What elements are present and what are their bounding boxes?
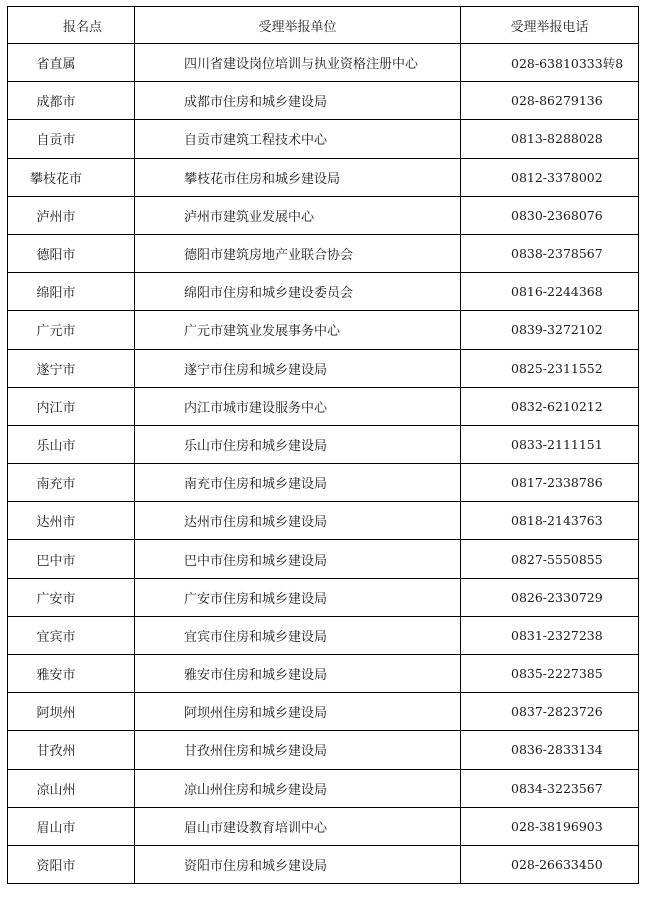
cell-registration-point: 内江市 <box>8 387 135 425</box>
table-row <box>8 845 639 883</box>
cell-accepting-unit: 雅安市住房和城乡建设局 <box>135 655 461 693</box>
cell-report-phone: 0827-5550855 <box>461 540 639 578</box>
table-row <box>8 616 639 654</box>
cell-report-phone: 028-26633450 <box>461 845 639 883</box>
table-body <box>8 44 639 884</box>
cell-accepting-unit: 凉山州住房和城乡建设局 <box>135 769 461 807</box>
cell-accepting-unit: 攀枝花市住房和城乡建设局 <box>135 158 461 196</box>
cell-accepting-unit: 眉山市建设教育培训中心 <box>135 807 461 845</box>
cell-report-phone: 0813-8288028 <box>461 120 639 158</box>
table-row <box>8 196 639 234</box>
cell-registration-point: 自贡市 <box>8 120 135 158</box>
header-report-phone: 受理举报电话 <box>461 7 639 44</box>
cell-report-phone: 0817-2338786 <box>461 464 639 502</box>
table-row <box>8 349 639 387</box>
cell-registration-point: 达州市 <box>8 502 135 540</box>
table-row <box>8 425 639 463</box>
table-row <box>8 578 639 616</box>
header-registration-point: 报名点 <box>8 7 135 44</box>
table-row <box>8 120 639 158</box>
table-row <box>8 502 639 540</box>
report-contacts-table-container <box>7 6 638 884</box>
cell-registration-point: 南充市 <box>8 464 135 502</box>
cell-registration-point: 资阳市 <box>8 845 135 883</box>
table-row <box>8 769 639 807</box>
cell-report-phone: 0834-3223567 <box>461 769 639 807</box>
cell-report-phone: 0812-3378002 <box>461 158 639 196</box>
cell-registration-point: 宜宾市 <box>8 616 135 654</box>
cell-report-phone: 0835-2227385 <box>461 655 639 693</box>
cell-accepting-unit: 乐山市住房和城乡建设局 <box>135 425 461 463</box>
cell-registration-point: 绵阳市 <box>8 273 135 311</box>
cell-report-phone: 028-38196903 <box>461 807 639 845</box>
cell-accepting-unit: 内江市城市建设服务中心 <box>135 387 461 425</box>
cell-accepting-unit: 四川省建设岗位培训与执业资格注册中心 <box>135 44 461 82</box>
cell-registration-point: 泸州市 <box>8 196 135 234</box>
cell-registration-point: 甘孜州 <box>8 731 135 769</box>
cell-accepting-unit: 自贡市建筑工程技术中心 <box>135 120 461 158</box>
cell-report-phone: 0825-2311552 <box>461 349 639 387</box>
cell-registration-point: 攀枝花市 <box>8 158 135 196</box>
table-row <box>8 44 639 82</box>
table-row <box>8 234 639 272</box>
table-row <box>8 807 639 845</box>
cell-accepting-unit: 巴中市住房和城乡建设局 <box>135 540 461 578</box>
cell-accepting-unit: 绵阳市住房和城乡建设委员会 <box>135 273 461 311</box>
cell-accepting-unit: 南充市住房和城乡建设局 <box>135 464 461 502</box>
table-row <box>8 82 639 120</box>
cell-report-phone: 028-63810333转8 <box>461 44 639 82</box>
table-row <box>8 158 639 196</box>
cell-registration-point: 广安市 <box>8 578 135 616</box>
table-row <box>8 387 639 425</box>
cell-report-phone: 0833-2111151 <box>461 425 639 463</box>
cell-report-phone: 0832-6210212 <box>461 387 639 425</box>
cell-registration-point: 阿坝州 <box>8 693 135 731</box>
cell-registration-point: 眉山市 <box>8 807 135 845</box>
cell-registration-point: 德阳市 <box>8 234 135 272</box>
cell-accepting-unit: 成都市住房和城乡建设局 <box>135 82 461 120</box>
cell-report-phone: 028-86279136 <box>461 82 639 120</box>
cell-registration-point: 成都市 <box>8 82 135 120</box>
cell-accepting-unit: 德阳市建筑房地产业联合协会 <box>135 234 461 272</box>
cell-accepting-unit: 阿坝州住房和城乡建设局 <box>135 693 461 731</box>
cell-report-phone: 0839-3272102 <box>461 311 639 349</box>
cell-report-phone: 0830-2368076 <box>461 196 639 234</box>
table-row <box>8 311 639 349</box>
cell-accepting-unit: 泸州市建筑业发展中心 <box>135 196 461 234</box>
cell-report-phone: 0837-2823726 <box>461 693 639 731</box>
cell-registration-point: 省直属 <box>8 44 135 82</box>
table-row <box>8 693 639 731</box>
table-row <box>8 655 639 693</box>
table-row <box>8 273 639 311</box>
table-row <box>8 464 639 502</box>
cell-report-phone: 0838-2378567 <box>461 234 639 272</box>
table-row <box>8 540 639 578</box>
cell-report-phone: 0836-2833134 <box>461 731 639 769</box>
report-contacts-table <box>7 6 639 884</box>
cell-registration-point: 雅安市 <box>8 655 135 693</box>
cell-accepting-unit: 资阳市住房和城乡建设局 <box>135 845 461 883</box>
header-accepting-unit: 受理举报单位 <box>135 7 461 44</box>
cell-accepting-unit: 宜宾市住房和城乡建设局 <box>135 616 461 654</box>
cell-accepting-unit: 甘孜州住房和城乡建设局 <box>135 731 461 769</box>
cell-accepting-unit: 广元市建筑业发展事务中心 <box>135 311 461 349</box>
cell-registration-point: 广元市 <box>8 311 135 349</box>
cell-accepting-unit: 遂宁市住房和城乡建设局 <box>135 349 461 387</box>
cell-report-phone: 0831-2327238 <box>461 616 639 654</box>
cell-registration-point: 遂宁市 <box>8 349 135 387</box>
cell-registration-point: 凉山州 <box>8 769 135 807</box>
table-row <box>8 731 639 769</box>
cell-registration-point: 巴中市 <box>8 540 135 578</box>
cell-registration-point: 乐山市 <box>8 425 135 463</box>
cell-report-phone: 0816-2244368 <box>461 273 639 311</box>
cell-accepting-unit: 达州市住房和城乡建设局 <box>135 502 461 540</box>
cell-report-phone: 0818-2143763 <box>461 502 639 540</box>
table-header-row <box>8 7 639 44</box>
cell-report-phone: 0826-2330729 <box>461 578 639 616</box>
cell-accepting-unit: 广安市住房和城乡建设局 <box>135 578 461 616</box>
